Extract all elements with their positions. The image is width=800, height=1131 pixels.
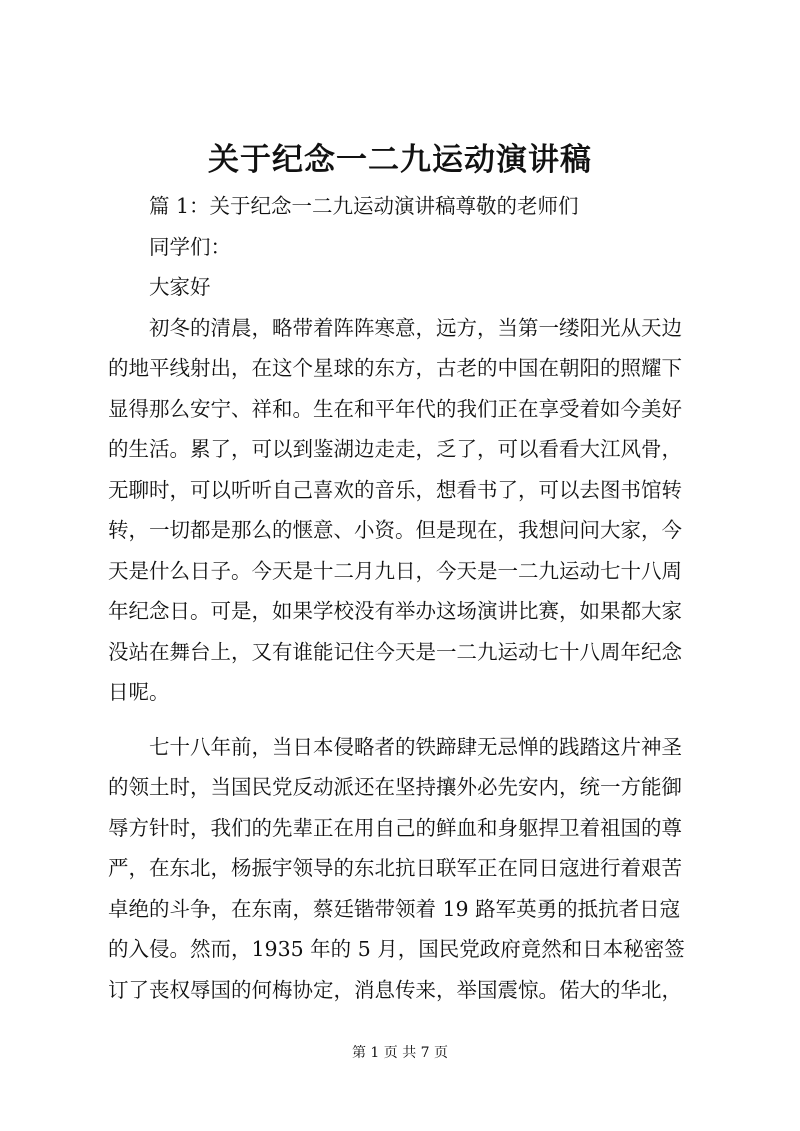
paragraph-line: 辱方针时，我们的先辈正在用自己的鲜血和身躯捍卫着祖国的尊 [108, 815, 682, 840]
paragraph-line: 的领土时，当国民党反动派还在坚持攘外必先安内，统一方能御 [108, 775, 682, 799]
paragraph-line: 天是什么日子。今天是十二月九日，今天是一二九运动七十八周 [108, 558, 682, 583]
paragraph-line: 没站在舞台上，又有谁能记住今天是一二九运动七十八周年纪念 [108, 639, 682, 664]
paragraph-line: 显得那么安宁、祥和。生在和平年代的我们正在享受着如今美好 [108, 396, 682, 421]
paragraph-line: 年纪念日。可是，如果学校没有举办这场演讲比赛，如果都大家 [108, 599, 682, 623]
paragraph-line: 初冬的清晨，略带着阵阵寒意，远方，当第一缕阳光从天边 [149, 315, 682, 340]
text-line: 同学们： [149, 234, 231, 259]
paragraph-line: 的生活。累了，可以到鉴湖边走走，乏了，可以看看大江风骨， [108, 437, 682, 461]
paragraph-1 [108, 308, 708, 713]
paragraph-line: 的地平线射出，在这个星球的东方，古老的中国在朝阳的照耀下 [108, 356, 682, 380]
paragraph-2 [108, 727, 708, 1011]
paragraph-line: 严，在东北，杨振宇领导的东北抗日联军正在同日寇进行着艰苦 [108, 856, 682, 880]
document-title: 关于纪念一二九运动演讲稿 [208, 142, 592, 178]
page-number-footer: 第 1 页 共 7 页 [351, 1045, 449, 1061]
document-body [108, 186, 708, 1010]
paragraph-line: 订了丧权辱国的何梅协定，消息传来，举国震惊。偌大的华北， [108, 977, 682, 1002]
paragraph-line: 无聊时，可以听听自己喜欢的音乐，想看书了，可以去图书馆转 [108, 477, 682, 502]
text-line: 大家好 [149, 275, 211, 299]
paragraph-line: 日呢。 [108, 680, 170, 704]
paragraph-line: 卓绝的斗争，在东南，蔡廷锴带领着 19 路军英勇的抵抗者日寇 [108, 896, 681, 921]
paragraph-gap [108, 713, 708, 727]
paragraph-line: 七十八年前，当日本侵略者的铁蹄肆无忌惮的践踏这片神圣 [149, 734, 682, 759]
paragraph-line: 转，一切都是那么的惬意、小资。但是现在，我想问问大家，今 [108, 518, 682, 542]
text-line: 篇 1：关于纪念一二九运动演讲稿尊敬的老师们 [149, 194, 579, 218]
paragraph-line: 的入侵。然而，1935 年的 5 月，国民党政府竟然和日本秘密签 [108, 937, 685, 961]
